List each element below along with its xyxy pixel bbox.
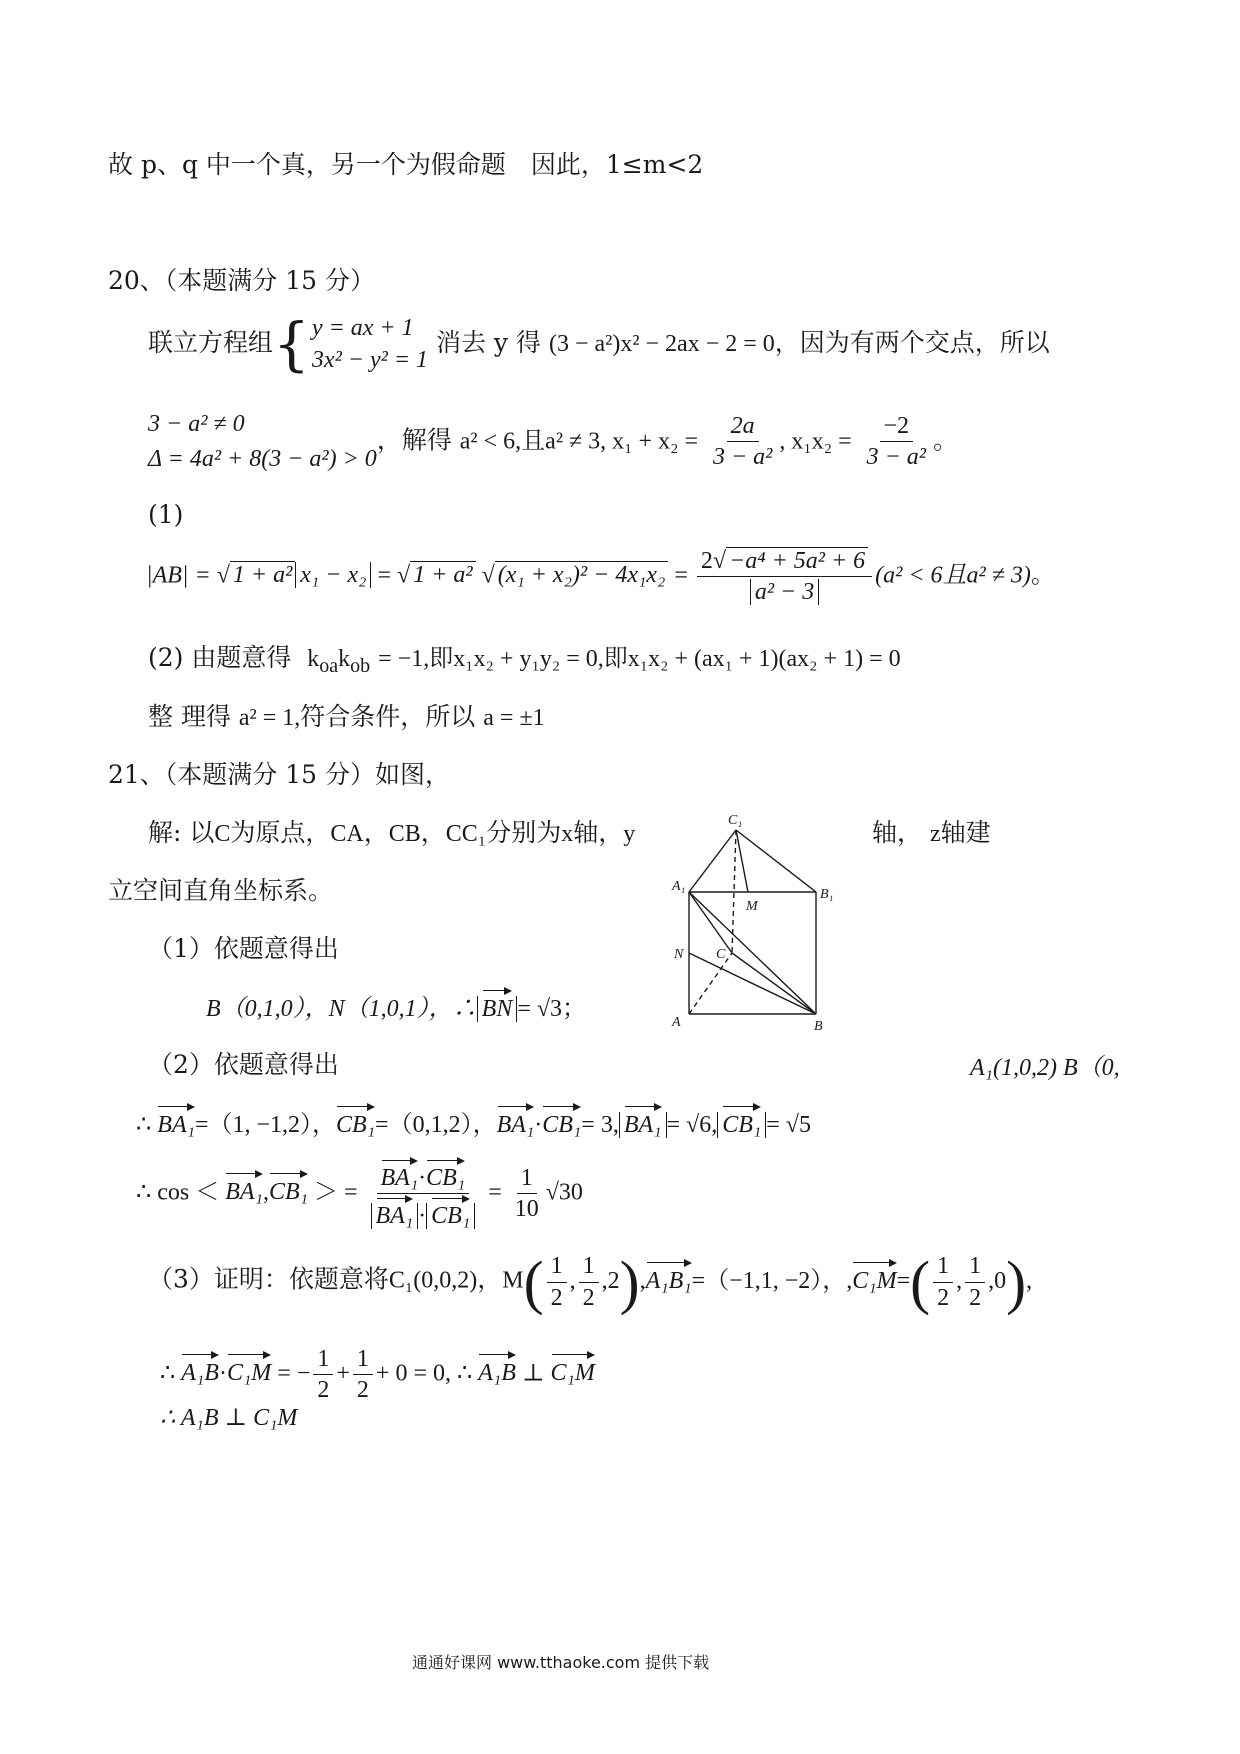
q21-l3-g: · <box>534 1112 543 1138</box>
q20-l2-b: a² < 6,且a² ≠ 3, x₁ + x₂ = <box>459 428 698 455</box>
q20-l2-mid: , x₁x₂ = <box>779 428 852 455</box>
k-ob: k <box>338 646 351 672</box>
frac1-num: 2a <box>727 413 759 442</box>
cos-den-2: CB₁ <box>431 1196 470 1229</box>
q21-l1-o: 轴建 <box>940 818 991 847</box>
q21-l4-g: √30 <box>545 1179 583 1206</box>
q21-line-vectors <box>136 1104 811 1140</box>
label-b: B <box>814 1019 823 1034</box>
q21-l4-e: ＞ = <box>313 1179 358 1206</box>
c1m-num-2: 1 <box>965 1253 985 1282</box>
segment-nb <box>689 953 816 1014</box>
vec-a1b: A₁B <box>181 1352 219 1388</box>
q21-l5-c: · <box>218 1360 227 1387</box>
q21-p3-a: （3）证明：依题意将 <box>148 1264 389 1294</box>
vec-bn: BN <box>482 988 513 1024</box>
label-c: C <box>716 947 726 962</box>
dot-frac1-num: 1 <box>313 1346 333 1375</box>
k-ob-sub: ob <box>350 654 371 677</box>
q20-line-part2 <box>148 643 901 678</box>
q21-part1-line <box>206 988 586 1024</box>
edge-c1b1 <box>736 830 816 892</box>
page-footer: 通通好课网 www.tthaoke.com 提供下载 <box>412 1653 710 1672</box>
m-z: ,2 <box>601 1267 620 1294</box>
dot-frac2-num: 1 <box>353 1346 373 1375</box>
ab-eq-1: = <box>377 562 392 589</box>
q21-l1-l: y <box>623 821 636 847</box>
q20-l2-end: 。 <box>932 425 958 455</box>
vec-c1m: C₁M <box>852 1260 896 1296</box>
cond-2: Δ = 4a² + 8(3 − a²) > 0 <box>148 445 377 472</box>
ab-rad-1: 1 + a² <box>230 561 295 588</box>
q21-l1-h: CC₁ <box>445 821 487 847</box>
cos-num-1: BA₁ <box>381 1158 419 1191</box>
q20-header: 20、（本题满分 15 分） <box>108 266 376 295</box>
c1m-num-1: 1 <box>933 1253 953 1282</box>
ab-frac-den: a² − 3 <box>750 579 819 605</box>
label-a: A <box>672 1015 681 1030</box>
vec-c1m-3: C₁M <box>551 1352 595 1388</box>
label-b1: B₁ <box>820 887 834 902</box>
label-c1: C₁ <box>728 813 743 828</box>
q21-l1-f: CB <box>388 821 421 847</box>
ab-eq-2: = <box>674 562 688 589</box>
eq-2: 3x² − y² = 1 <box>311 347 429 374</box>
q20-line-result <box>148 702 545 733</box>
vec-ba1: BA₁ <box>157 1104 195 1140</box>
q21-l1-i: 分别为 <box>486 818 562 847</box>
q20-l1-a: 联立方程组 <box>148 327 274 357</box>
c1m-z: ,0 <box>988 1267 1007 1294</box>
q21-l5-g: + 0 = 0, ∴ <box>375 1360 473 1387</box>
intro-line: 故 p、q 中一个真，另一个为假命题 因此，1≤m<2 <box>108 150 704 179</box>
q21-part2-label: （2）依题意得出 <box>148 1050 339 1079</box>
q21-line-dot <box>160 1346 595 1404</box>
q20-l4-a: (2) 由题意得 <box>148 643 292 672</box>
dot-frac1-den: 2 <box>317 1377 330 1404</box>
vec-cb1-2: CB₁ <box>542 1104 581 1140</box>
m-num-1: 1 <box>547 1253 567 1282</box>
q21-line-1b <box>872 818 991 849</box>
label-n: N <box>674 947 684 962</box>
k-oa-sub: oa <box>319 654 339 677</box>
q21-l1-c: 为原点， <box>230 818 331 847</box>
q21-l1-m: 轴， <box>872 818 923 847</box>
segment-c1m <box>736 830 748 892</box>
q20-l5-b: a² = 1, <box>238 705 301 731</box>
q21-l4-a: ∴ cos ＜ <box>136 1179 220 1206</box>
q21-line-conclusion <box>160 1404 297 1433</box>
q20-line-ab: |AB| = √ 1 + a² x₁ − x₂ = √ 1 + a² √ (x₁ + x₂)² − 4x₁x₂ = $\frac{\text{2√ −a⁴ + 5a² + 6}}{\text{a² − 3}}$ (a² < 6且a² ≠ 3)。 <box>146 548 1055 606</box>
vec-ba1-2: BA₁ <box>497 1104 535 1140</box>
quadratic-eq: (3 − a²)x² − 2ax − 2 = 0 <box>548 330 775 357</box>
q21-part1-label: （1）依题意得出 <box>148 934 339 963</box>
q21-line-2: 立空间直角坐标系。 <box>108 876 334 905</box>
q21-p3-d: M <box>502 1267 524 1294</box>
eq-1: y = ax + 1 <box>311 315 414 341</box>
dot-frac2-den: 2 <box>356 1377 369 1404</box>
q20-l2-a: ，解得 <box>376 425 452 455</box>
q21-l1-a: 解: 以 <box>148 818 215 847</box>
m-den-1: 2 <box>550 1284 563 1311</box>
q21-l5-e: = − <box>277 1360 311 1387</box>
frac2-num: −2 <box>880 413 914 442</box>
q20-line-conditions <box>148 407 958 477</box>
ab-lhs: |AB| = <box>146 562 211 589</box>
q21-p3-f: =（−1,1, −2）， <box>691 1267 847 1294</box>
q20-l5-c: 符合条件，所以 <box>300 702 476 731</box>
q21-l1-d: CA <box>330 821 364 847</box>
q21-p1-b: B（0,1,0），N（1,0,1），∴ <box>206 996 477 1022</box>
cos-num-2: CB₁ <box>426 1158 465 1191</box>
ab-end: 。 <box>1030 562 1055 589</box>
q21-l3-m: = √5 <box>766 1112 811 1138</box>
m-num-2: 1 <box>579 1253 599 1282</box>
vec-a1b-2: A₁B <box>478 1352 516 1388</box>
cos-den-1: BA₁ <box>376 1196 414 1229</box>
ab-rad-2: 1 + a² <box>410 561 475 588</box>
ab-abs: x₁ − x₂ <box>295 562 371 588</box>
q21-l3-c: =（1, −1,2）， <box>194 1112 337 1138</box>
vec-c1m-2: C₁M <box>227 1352 271 1388</box>
q21-line-1a <box>148 818 635 849</box>
q21-p3-end: , <box>1026 1267 1033 1294</box>
hidden-edge-ac <box>689 953 732 1014</box>
q21-l1-b: C <box>214 821 231 847</box>
q21-part2-coords <box>970 1054 1120 1083</box>
frac2-den: 3 − a² <box>866 444 926 471</box>
vec-ba1-cos: BA₁ <box>225 1171 263 1207</box>
q21-l1-n: z <box>929 821 941 847</box>
cond-1: 3 − a² ≠ 0 <box>148 411 245 437</box>
c1m-den-1: 2 <box>937 1284 950 1311</box>
q21-header: 21、（本题满分 15 分）如图， <box>108 760 451 789</box>
q21-l3-a: ∴ <box>136 1112 152 1138</box>
q21-p3-c: ， <box>477 1264 503 1294</box>
q21-l4-eq: = <box>488 1179 502 1206</box>
q21-l6: ∴ A₁B ⊥ C₁M <box>160 1405 298 1431</box>
q20-line-system <box>148 312 1050 377</box>
vec-ba1-3: BA₁ <box>624 1104 662 1140</box>
ab-cond: (a² < 6且a² ≠ 3) <box>875 562 1031 589</box>
q20-l5-a: 整 理得 <box>148 702 231 731</box>
label-a1: A₁ <box>672 879 686 894</box>
q21-line-part3: （3）证明：依题意将C₁(0,0,2)，M( $\frac{1}{2}$ , $\frac{1}{2}$ ,2),A₁B₁=（−1,1, −2），,C₁M=( $\frac{1}{2}$ , $\frac{1}{2}$ ,0), <box>148 1249 1033 1315</box>
frac1-den: 3 − a² <box>712 444 773 471</box>
edge-a1c1 <box>689 830 736 892</box>
q21-l3-e: =（0,1,2）， <box>375 1112 497 1138</box>
q21-p3-b: C₁(0,0,2) <box>388 1267 478 1294</box>
q21-l1-k: 轴， <box>573 818 624 847</box>
q21-l5-f: + <box>336 1360 350 1387</box>
q21-l5-a: ∴ <box>160 1360 176 1387</box>
m-den-2: 2 <box>582 1284 595 1311</box>
q21-p1-d: = √3； <box>517 996 587 1022</box>
q21-l3-k: = √6, <box>666 1112 718 1138</box>
vec-a1b1: A₁B₁ <box>646 1260 692 1296</box>
q20-l1-b: 消去 y 得 <box>435 327 541 357</box>
ab-rad-3: (x₁ + x₂)² − 4x₁x₂ <box>495 561 669 588</box>
q21-l4-c: , <box>262 1179 269 1206</box>
cos-result-num: 1 <box>517 1165 537 1194</box>
vec-cb1-cos: CB₁ <box>269 1171 308 1207</box>
vec-cb1: CB₁ <box>336 1104 375 1140</box>
cos-result-den: 10 <box>514 1196 539 1223</box>
q20-l5-d: a = ±1 <box>483 705 545 731</box>
c1m-den-2: 2 <box>969 1284 982 1311</box>
q21-l3-i: = 3, <box>581 1112 619 1138</box>
ab-frac-num: −a⁴ + 5a² + 6 <box>726 547 868 574</box>
k-oa: k <box>307 646 320 672</box>
cos-num-dot: · <box>418 1165 427 1191</box>
q21-l1-g: ， <box>420 818 446 847</box>
vec-cb1-3: CB₁ <box>722 1104 761 1140</box>
segment-a1c <box>689 892 732 953</box>
q20-l4-d: = −1,即x₁x₂ + y₁y₂ = 0,即x₁x₂ + (ax₁ + 1)(ax₂ + 1) = 0 <box>378 646 901 672</box>
q20-l1-d: ，因为有两个交点，所以 <box>774 327 1050 357</box>
prism-figure <box>664 808 854 1040</box>
system-brace: { <box>273 310 310 379</box>
segment-cb <box>732 953 816 1014</box>
q21-l1-e: ， <box>363 818 389 847</box>
q21-p2-b: A₁(1,0,2) B（0, <box>970 1055 1120 1081</box>
label-m: M <box>746 899 758 914</box>
q21-l5-i: ⊥ <box>521 1360 545 1387</box>
q20-part1-label: (1) <box>148 500 184 529</box>
q21-l1-j: x <box>561 821 574 847</box>
q21-line-cos: ∴ cos ＜ BA₁,CB₁ ＞ = $\frac{\text{BA₁·CB₁}}{\text{BA₁ · CB₁}}$ = $\frac{1}{10}$ √30 <box>136 1158 583 1230</box>
q21-p3-h: = <box>896 1267 911 1294</box>
